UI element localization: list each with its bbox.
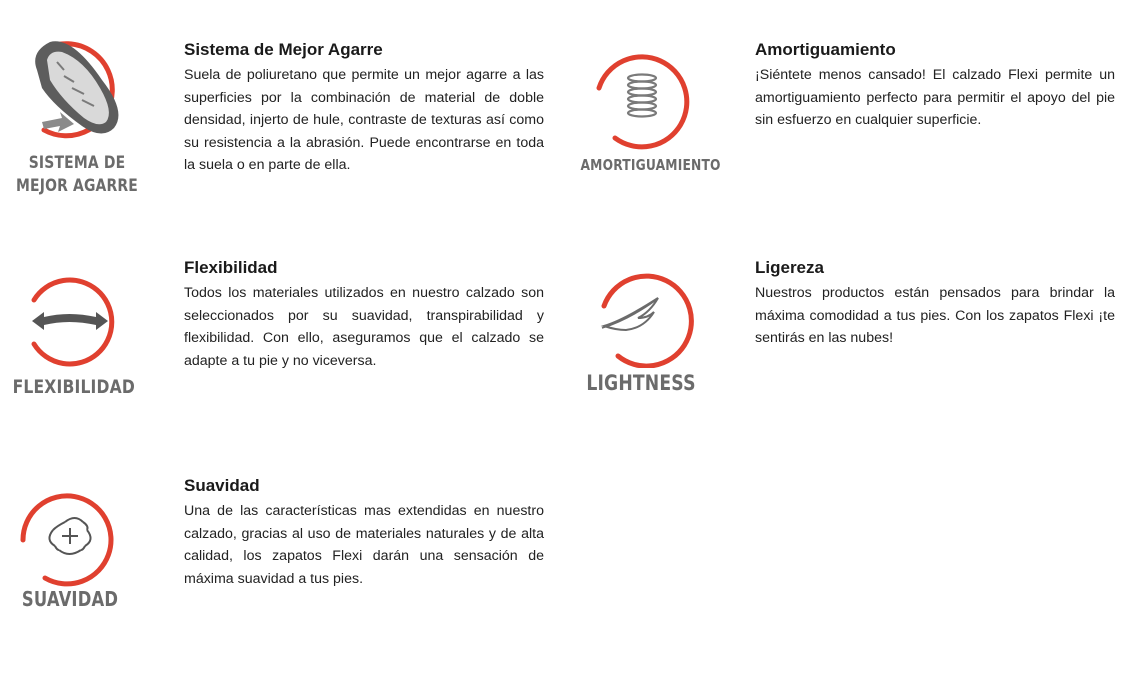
- cushioning-title: Amortiguamiento: [755, 40, 896, 59]
- grip-caption-line-2: MEJOR AGARRE: [15, 176, 139, 196]
- softness-icon-caption: [9, 588, 132, 611]
- flexibility-text: [184, 258, 544, 372]
- cotton-icon: [0, 488, 145, 588]
- flexibility-icon-box: [0, 268, 150, 468]
- grip-icon-box: [2, 30, 152, 230]
- cushioning-icon-box: [567, 50, 721, 250]
- lightness-icon-caption: [580, 372, 703, 395]
- feather-icon: [566, 268, 716, 368]
- grip-icon-caption: [16, 152, 139, 198]
- lightness-caption-line-1: LIGHTNESS: [586, 371, 696, 395]
- lightness-title: Ligereza: [755, 258, 824, 277]
- grip-caption-line-1: SISTEMA DE: [28, 153, 126, 173]
- softness-text: [184, 476, 544, 590]
- grip-text: [184, 40, 544, 177]
- flexibility-caption-line-1: FLEXIBILIDAD: [12, 376, 135, 398]
- cushioning-caption-line-1: AMORTIGUAMIENTO: [580, 156, 721, 174]
- softness-caption-line-1: SUAVIDAD: [21, 587, 119, 611]
- flex-arrow-icon: [0, 268, 150, 368]
- flexibility-title: Flexibilidad: [184, 258, 278, 277]
- cushioning-text: [755, 40, 1115, 132]
- spring-icon: [567, 50, 717, 150]
- lightness-text: [755, 258, 1115, 350]
- softness-icon-box: [0, 488, 145, 688]
- grip-description: Suela de poliuretano que permite un mejor agarre a las superficies por la combinación de material de doble densidad, injerto de hule, contraste de texturas así como su resistencia a la abrasión. Puede encontrarse en toda la suela o en parte de ella.: [184, 67, 544, 173]
- flexibility-icon-caption: [12, 376, 135, 399]
- cushioning-description: ¡Siéntete menos cansado! El calzado Flexi permite un amortiguamiento perfecto para permitir el apoyo del pie sin esfuerzo en cualquier superficie.: [755, 67, 1115, 128]
- softness-title: Suavidad: [184, 476, 260, 495]
- softness-description: Una de las características mas extendidas en nuestro calzado, gracias al uso de materiales naturales y de alta calidad, los zapatos Flexi darán una sensación de máxima suavidad a tus pies.: [184, 503, 544, 587]
- flexibility-description: Todos los materiales utilizados en nuestro calzado son seleccionados por su suavidad, transpirabilidad y flexibilidad. Con ello, aseguramos que el calzado se adapte a tu pie y no viceversa.: [184, 285, 544, 369]
- lightness-description: Nuestros productos están pensados para brindar la máxima comodidad a tus pies. Con los zapatos Flexi ¡te sentirás en las nubes!: [755, 285, 1115, 346]
- lightness-icon-box: [566, 268, 716, 468]
- shoe-sole-icon: [2, 30, 152, 150]
- cushioning-icon-caption: [580, 154, 721, 177]
- grip-title: Sistema de Mejor Agarre: [184, 40, 383, 59]
